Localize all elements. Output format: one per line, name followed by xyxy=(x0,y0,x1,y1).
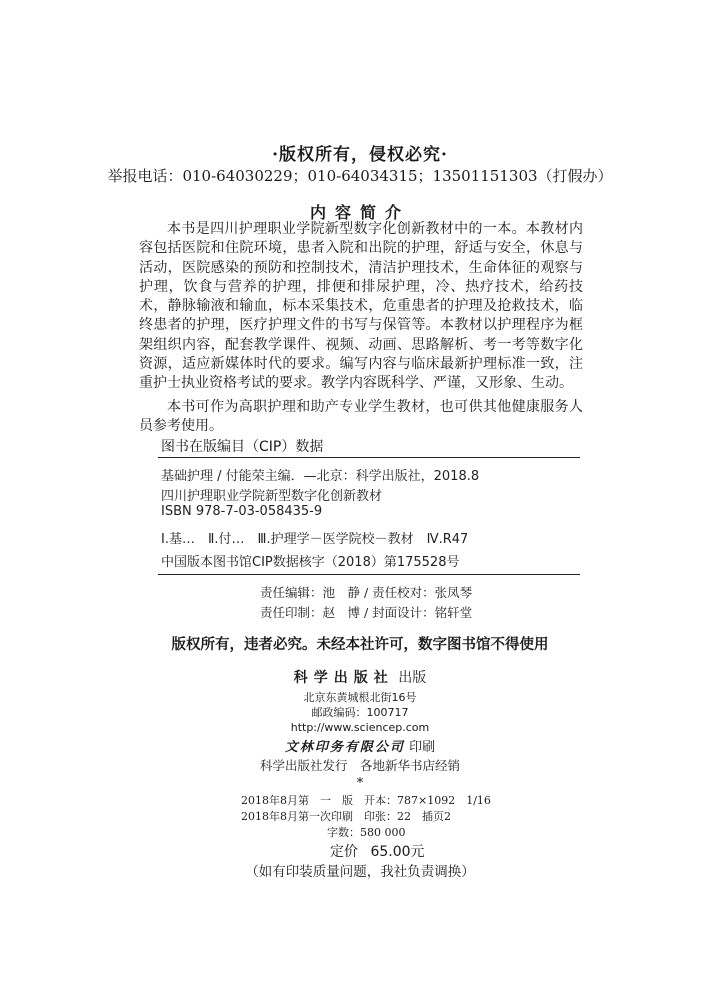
publisher-line xyxy=(0,667,720,687)
printing-spec-line: 2018年8月第一次印刷 印张：22 插页2 xyxy=(241,810,451,823)
publisher-url: http://www.sciencep.com xyxy=(290,721,430,734)
cip-line-4: Ⅰ.基… Ⅱ.付… Ⅲ.护理学－医学院校－教材 Ⅳ.R47 xyxy=(161,532,469,547)
cip-line-1: 基础护理 / 付能荣主编．—北京：科学出版社，2018.8 xyxy=(161,469,480,484)
cip-line-5: 中国版本图书馆CIP数据核字（2018）第175528号 xyxy=(161,555,460,570)
price-line xyxy=(330,841,425,861)
cip-title: 图书在版编目（CIP）数据 xyxy=(161,439,324,455)
summary-paragraph-1: 本书是四川护理职业学院新型数字化创新教材中的一本。本教材内容包括医院和住院环境，患者入院和出院的护理，舒适与安全，休息与活动，医院感染的预防和控制技术，清洁护理技术，生命体征的观察与护理，饮食与营养的护理，排便和排尿护理，冷、热疗技术，给药技术，静脉输液和输血，标本采集技术，危重患者的护理及抢救技术，临终患者的护理，医疗护理文件的书写与保管等。本教材以护理程序为框架组织内容，配套教学课件、视频、动画、思路解析、考一考等数字化资源，适应新媒体时代的要求。编写内容与临床最新护理标准一致，注重护士执业资格考试的要求。教学内容既科学、严谨，又形象、生动。 xyxy=(139,221,583,392)
publisher-address: 北京东黄城根北街16号 xyxy=(303,691,417,704)
cip-data-block xyxy=(158,430,580,580)
summary-paragraph-2: 本书可作为高职护理和助产专业学生教材，也可供其他健康服务人员参考使用。 xyxy=(139,399,583,435)
edition-spec-line: 2018年8月第 一 版 开本：787×1092 1/16 xyxy=(241,794,491,807)
printer-action: 印刷 xyxy=(409,740,436,755)
cip-line-2: 四川护理职业学院新型数字化创新教材 xyxy=(161,489,383,504)
credits-line-1: 责任编辑：池 静 / 责任校对：张凤琴 xyxy=(260,585,473,600)
cip-bottom-rule xyxy=(158,574,580,575)
price-value: 65.00元 xyxy=(370,844,425,860)
publisher-name: 科学出版社 xyxy=(293,670,394,686)
publisher-postcode: 邮政编码：100717 xyxy=(311,706,409,719)
report-phone: 举报电话：010-64030229；010-64034315；13501151303（打假办） xyxy=(107,167,613,185)
cip-line-3: ISBN 978-7-03-058435-9 xyxy=(161,504,323,519)
distribution-line: 科学出版社发行 各地新华书店经销 xyxy=(259,758,460,773)
price-label: 定价 xyxy=(330,844,358,860)
printer-line xyxy=(0,736,720,755)
cip-top-rule xyxy=(158,457,580,458)
publisher-address-block xyxy=(0,690,720,735)
publisher-action: 出版 xyxy=(398,670,427,686)
summary-title: 内容简介 xyxy=(309,203,410,222)
rights-notice: 版权所有，违者必究。未经本社许可，数字图书馆不得使用 xyxy=(171,637,549,653)
copyright-heading: ·版权所有，侵权必究· xyxy=(272,145,448,165)
separator-star: * xyxy=(356,776,364,791)
printer-name: 文林印务有限公司 xyxy=(284,740,405,755)
quality-note: （如有印装质量问题，我社负责调换） xyxy=(245,864,475,880)
word-count-line: 字数：580 000 xyxy=(327,826,406,839)
credits-line-2: 责任印制：赵 博 / 封面设计：铭轩堂 xyxy=(260,605,473,620)
